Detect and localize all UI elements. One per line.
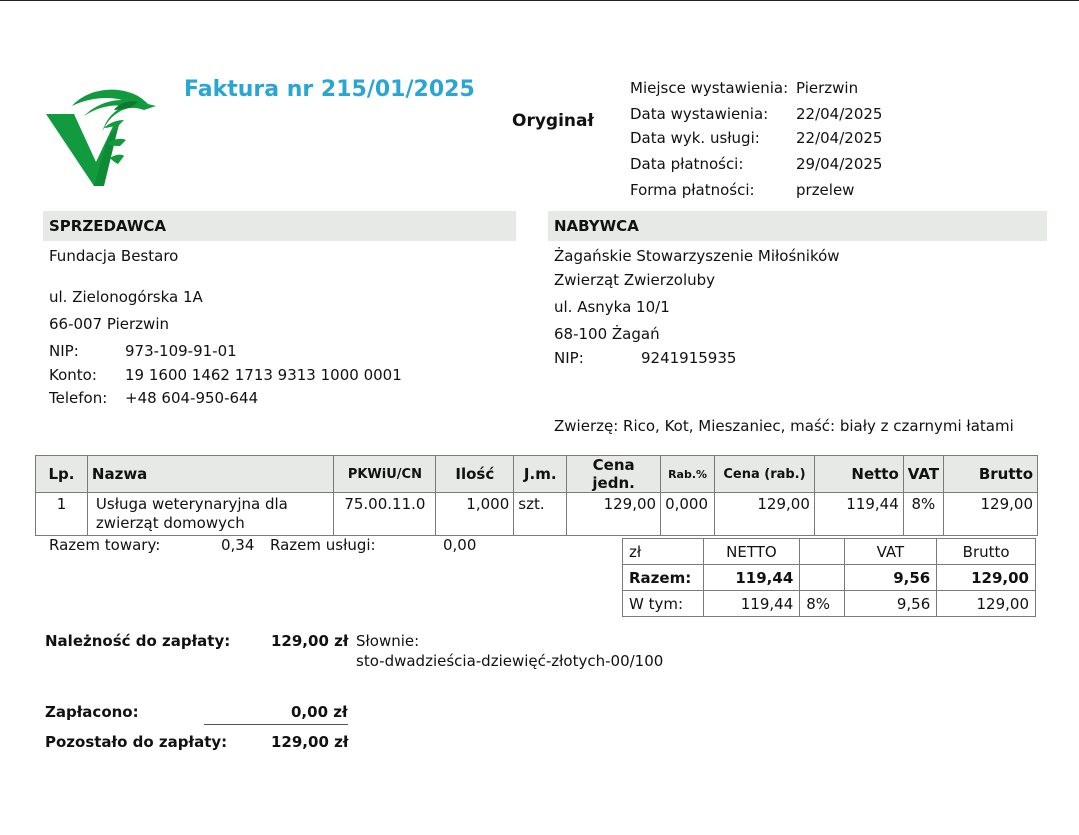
buyer-city: 68-100 Żagań — [554, 325, 660, 343]
goods-total-label: Razem towary: — [49, 536, 161, 554]
in-words-label: Słownie: — [356, 632, 420, 650]
items-header-row — [36, 456, 1038, 493]
row-gross: 129,00 — [944, 493, 1038, 536]
buyer-header-band — [548, 211, 1047, 241]
seller-phone-label: Telefon: — [49, 389, 108, 407]
row-price-disc: 129,00 — [715, 493, 815, 536]
summary-gross-header: Brutto — [937, 539, 1036, 565]
buyer-street: ul. Asnyka 10/1 — [554, 298, 670, 316]
in-words-value: sto-dwadzieścia-dziewięć-złotych-00/100 — [356, 652, 664, 670]
summary-breakdown-gross: 129,00 — [937, 591, 1036, 617]
meta-issue-date-value: 22/04/2025 — [796, 105, 883, 123]
meta-issue-date-label: Data wystawienia: — [630, 105, 769, 123]
row-vat: 8% — [903, 493, 943, 536]
summary-total-label: Razem: — [623, 565, 704, 591]
col-net-header: Netto — [814, 456, 903, 493]
summary-vat-header: VAT — [844, 539, 937, 565]
col-discount-header: Rab.% — [661, 456, 715, 493]
amount-due-label: Należność do zapłaty: — [45, 632, 231, 650]
summary-net-header: NETTO — [703, 539, 800, 565]
summary-header-row — [623, 539, 1036, 565]
summary-total-gross: 129,00 — [937, 565, 1036, 591]
paid-value: 0,00 zł — [291, 703, 348, 721]
col-vat-header: VAT — [903, 456, 943, 493]
row-discount: 0,000 — [661, 493, 715, 536]
meta-place-label: Miejsce wystawienia: — [630, 79, 789, 97]
meta-payment-date-value: 29/04/2025 — [796, 155, 883, 173]
buyer-name-line1: Żagańskie Stowarzyszenie Miłośników — [554, 247, 840, 265]
row-lp: 1 — [36, 493, 88, 536]
goods-total-value: 0,34 — [221, 536, 255, 554]
col-pkwiu-header: PKWiU/CN — [334, 456, 436, 493]
meta-payment-method-value: przelew — [796, 181, 855, 199]
summary-breakdown-row — [623, 591, 1036, 617]
table-row — [36, 493, 1038, 536]
row-qty: 1,000 — [436, 493, 514, 536]
row-name-line1: Usługa weterynaryjna dla — [95, 495, 288, 513]
buyer-nip-label: NIP: — [554, 349, 584, 367]
seller-nip: 973-109-91-01 — [125, 342, 237, 360]
remaining-label: Pozostało do zapłaty: — [45, 733, 228, 751]
summary-total-vat: 9,56 — [844, 565, 937, 591]
meta-payment-method-label: Forma płatności: — [630, 181, 755, 199]
row-pkwiu: 75.00.11.0 — [334, 493, 436, 536]
paid-label: Zapłacono: — [45, 703, 139, 721]
col-unit-price-header: Cena jedn. — [567, 456, 661, 493]
seller-nip-label: NIP: — [49, 342, 79, 360]
seller-street: ul. Zielonogórska 1A — [49, 288, 203, 306]
services-total-value: 0,00 — [443, 536, 477, 554]
summary-breakdown-label: W tym: — [623, 591, 704, 617]
amount-due-value: 129,00 zł — [271, 632, 349, 650]
row-net: 119,44 — [814, 493, 903, 536]
summary-total-row — [623, 565, 1036, 591]
summary-rate-header — [800, 539, 844, 565]
buyer-header: NABYWCA — [554, 217, 639, 235]
summary-table — [622, 538, 1036, 617]
summary-breakdown-net: 119,44 — [703, 591, 800, 617]
buyer-nip: 9241915935 — [641, 349, 737, 367]
seller-name: Fundacja Bestaro — [49, 247, 179, 265]
buyer-name-line2: Zwierząt Zwierzoluby — [554, 271, 716, 289]
col-lp-header: Lp. — [36, 456, 88, 493]
row-name-line2: zwierząt domowych — [95, 514, 245, 532]
services-total-label: Razem usługi: — [270, 536, 376, 554]
col-qty-header: Ilość — [436, 456, 514, 493]
paid-divider — [204, 724, 348, 725]
seller-city: 66-007 Pierzwin — [49, 315, 169, 333]
col-unit-header: J.m. — [514, 456, 567, 493]
seller-account-label: Konto: — [49, 366, 97, 384]
seller-header-band — [43, 211, 516, 241]
summary-total-rate — [800, 565, 844, 591]
seller-phone: +48 604-950-644 — [125, 389, 259, 407]
row-name — [87, 493, 334, 536]
row-unit-price: 129,00 — [567, 493, 661, 536]
col-gross-header: Brutto — [944, 456, 1038, 493]
items-table — [35, 455, 1038, 536]
seller-account: 19 1600 1462 1713 9313 1000 0001 — [125, 366, 402, 384]
meta-service-date-value: 22/04/2025 — [796, 129, 883, 147]
remaining-value: 129,00 zł — [271, 733, 349, 751]
meta-payment-date-label: Data płatności: — [630, 155, 744, 173]
seller-header: SPRZEDAWCA — [49, 217, 167, 235]
meta-place-value: Pierzwin — [796, 79, 859, 97]
invoice-title: Faktura nr 215/01/2025 — [184, 77, 475, 102]
col-price-disc-header: Cena (rab.) — [715, 456, 815, 493]
col-name-header: Nazwa — [87, 456, 334, 493]
top-border-line — [0, 0, 1079, 1]
copy-label: Oryginał — [512, 111, 594, 131]
summary-currency: zł — [623, 539, 704, 565]
meta-service-date-label: Data wyk. usługi: — [630, 129, 760, 147]
animal-note: Zwierzę: Rico, Kot, Mieszaniec, maść: biały z czarnymi łatami — [554, 417, 1014, 435]
company-logo — [44, 84, 160, 190]
summary-breakdown-rate: 8% — [800, 591, 844, 617]
summary-total-net: 119,44 — [703, 565, 800, 591]
row-unit: szt. — [514, 493, 567, 536]
summary-breakdown-vat: 9,56 — [844, 591, 937, 617]
